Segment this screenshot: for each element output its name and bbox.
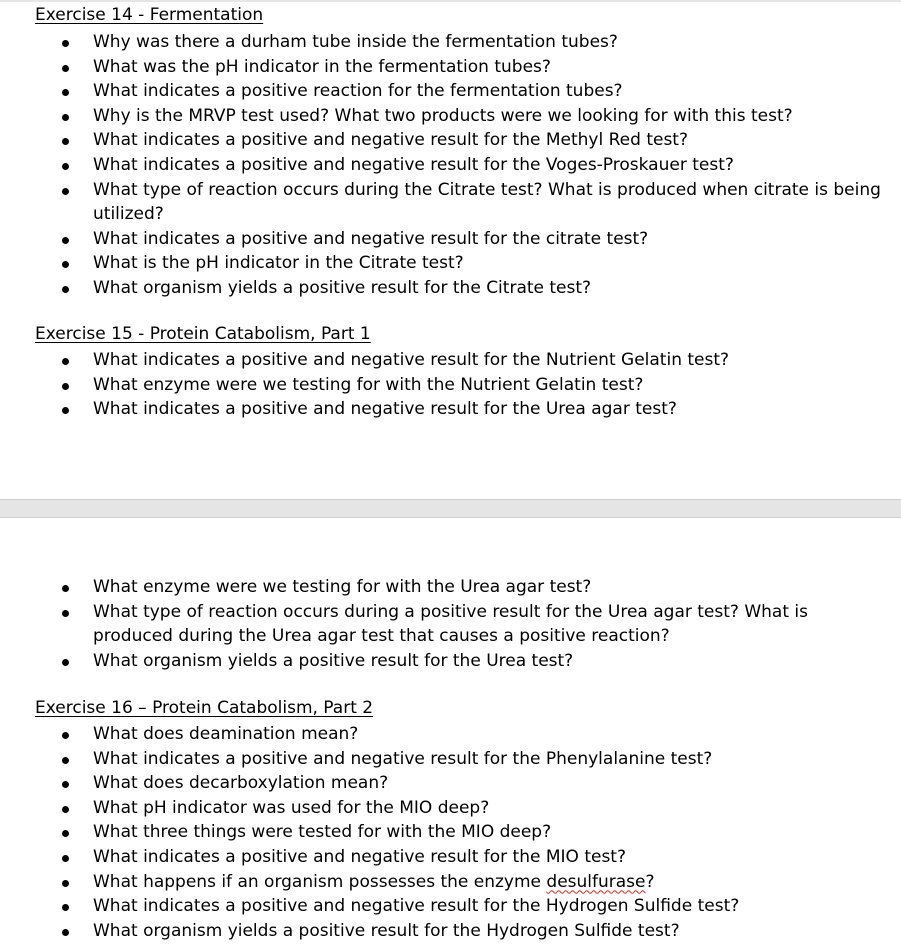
bullet-icon [62,806,69,813]
bullet-icon [62,757,69,764]
bullet-icon [62,781,69,788]
exercise-15-heading: Exercise 15 - Protein Catabolism, Part 1 [35,324,371,344]
bullet-icon [62,732,69,739]
list-item: What enzyme were we testing for with the Nutrient Gelatin test? [0,373,901,398]
list-item: What organism yields a positive result for the Citrate test? [0,276,901,301]
exercise-14-question-list [0,30,901,301]
list-item: What was the pH indicator in the fermentation tubes? [0,55,901,80]
exercise-14-heading: Exercise 14 - Fermentation [35,5,264,25]
bullet-icon [62,163,69,170]
bullet-icon [62,138,69,145]
list-item: What enzyme were we testing for with the Urea agar test? [0,575,901,600]
list-item: What pH indicator was used for the MIO deep? [0,796,901,821]
bullet-icon [62,383,69,390]
list-item: What is the pH indicator in the Citrate test? [0,251,901,276]
list-item: What indicates a positive and negative result for the Hydrogen Sulfide test? [0,894,901,919]
list-item: What organism yields a positive result for the Urea test? [0,649,901,674]
bullet-icon [62,65,69,72]
list-item: What type of reaction occurs during the Citrate test? What is produced when citrate is being utilized? [0,178,901,227]
list-item: What indicates a positive and negative result for the Nutrient Gelatin test? [0,348,901,373]
bullet-icon [62,585,69,592]
bullet-icon [62,237,69,244]
list-item: Why was there a durham tube inside the fermentation tubes? [0,30,901,55]
list-item: What indicates a positive reaction for the fermentation tubes? [0,79,901,104]
bullet-icon [62,929,69,936]
bullet-icon [62,904,69,911]
bullet-icon [62,610,69,617]
bullet-icon [62,855,69,862]
bullet-icon [62,659,69,666]
list-item: What three things were tested for with the MIO deep? [0,820,901,845]
list-item: What does decarboxylation mean? [0,771,901,796]
bullet-icon [62,358,69,365]
bullet-icon [62,286,69,293]
list-item: Why is the MRVP test used? What two products were we looking for with this test? [0,104,901,129]
list-item: What indicates a positive and negative result for the Voges-Proskauer test? [0,153,901,178]
list-item: What does deamination mean? [0,722,901,747]
list-item: What indicates a positive and negative result for the MIO test? [0,845,901,870]
list-item: What indicates a positive and negative result for the Urea agar test? [0,397,901,422]
exercise-15-question-list [0,348,901,422]
list-item: What type of reaction occurs during a positive result for the Urea agar test? What is produced during the Urea agar test that causes a positive reaction? [0,600,901,649]
document-page-2 [0,518,901,948]
exercise-15-question-list-continued [0,575,901,673]
list-item: What indicates a positive and negative result for the citrate test? [0,227,901,252]
list-item: What happens if an organism possesses the enzyme desulfurase? [0,870,901,895]
list-item: What organism yields a positive result for the Hydrogen Sulfide test? [0,919,901,944]
bullet-icon [62,89,69,96]
bullet-icon [62,880,69,887]
page-break-gap [0,499,901,518]
list-item: What indicates a positive and negative result for the Phenylalanine test? [0,747,901,772]
exercise-16-question-list [0,722,901,943]
bullet-icon [62,188,69,195]
bullet-icon [62,830,69,837]
bullet-icon [62,261,69,268]
exercise-16-heading: Exercise 16 – Protein Catabolism, Part 2 [35,698,374,718]
bullet-icon [62,114,69,121]
spellcheck-flagged-word[interactable]: desulfurase [546,871,646,892]
bullet-icon [62,407,69,414]
list-item: What indicates a positive and negative result for the Methyl Red test? [0,128,901,153]
bullet-icon [62,40,69,47]
